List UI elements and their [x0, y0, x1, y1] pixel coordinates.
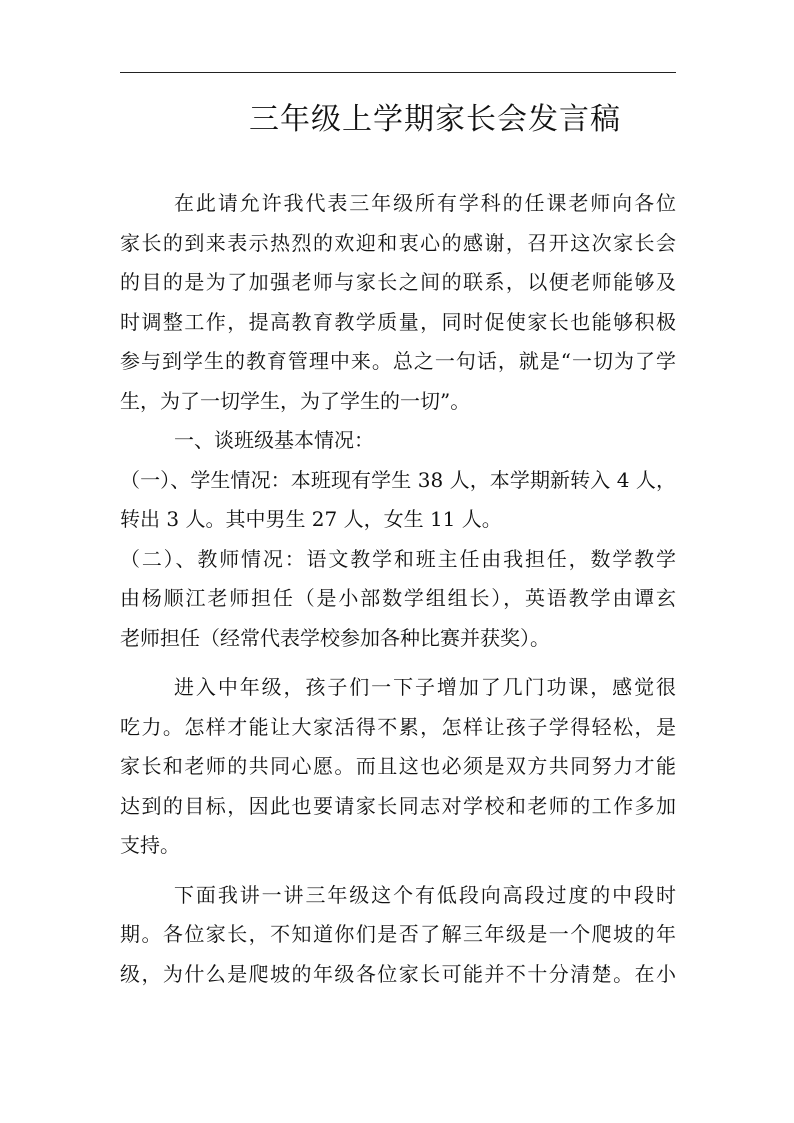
document-title: 三年级上学期家长会发言稿	[249, 102, 621, 137]
document-body	[120, 184, 676, 994]
text-line: （一）、学生情况：本班现有学生 38 人，本学期新转入 4 人，	[120, 467, 676, 492]
header-rule	[120, 72, 676, 73]
text-line: 时调整工作，提高教育教学质量，同时促使家长也能够积极	[120, 309, 676, 334]
text-line: 的目的是为了加强老师与家长之间的联系，以便老师能够及	[120, 270, 676, 294]
text-line: 家长和老师的共同心愿。而且这也必须是双方共同努力才能	[120, 754, 676, 778]
text-line: 参与到学生的教育管理中来。总之一句话，就是“一切为了学	[120, 349, 676, 373]
text-line: 进入中年级，孩子们一下子增加了几门功课，感觉很	[174, 675, 676, 699]
text-line: 下面我讲一讲三年级这个有低段向高段过度的中段时	[174, 882, 676, 907]
text-line: 达到的目标，因此也要请家长同志对学校和老师的工作多加	[120, 793, 676, 818]
text-line: 支持。	[120, 833, 180, 857]
text-line: （二）、教师情况：语文教学和班主任由我担任，数学教学	[120, 546, 676, 571]
text-line: 由杨顺江老师担任（是小部数学组组长），英语教学由谭玄	[120, 586, 676, 610]
text-line: 转出 3 人。其中男生 27 人，女生 11 人。	[120, 507, 502, 531]
text-line: 级，为什么是爬坡的年级各位家长可能并不十分清楚。在小	[120, 961, 676, 986]
section-heading: 一、谈班级基本情况：	[174, 428, 374, 452]
text-line: 吃力。怎样才能让大家活得不累，怎样让孩子学得轻松，是	[120, 714, 676, 739]
text-line: 老师担任（经常代表学校参加各种比赛并获奖）。	[120, 625, 550, 650]
text-line: 在此请允许我代表三年级所有学科的任课老师向各位	[174, 191, 676, 215]
text-line: 期。各位家长，不知道你们是否了解三年级是一个爬坡的年	[120, 922, 676, 946]
text-line: 生，为了一切学生，为了学生的一切”。	[120, 388, 471, 413]
text-line: 家长的到来表示热烈的欢迎和衷心的感谢，召开这次家长会	[120, 230, 676, 255]
